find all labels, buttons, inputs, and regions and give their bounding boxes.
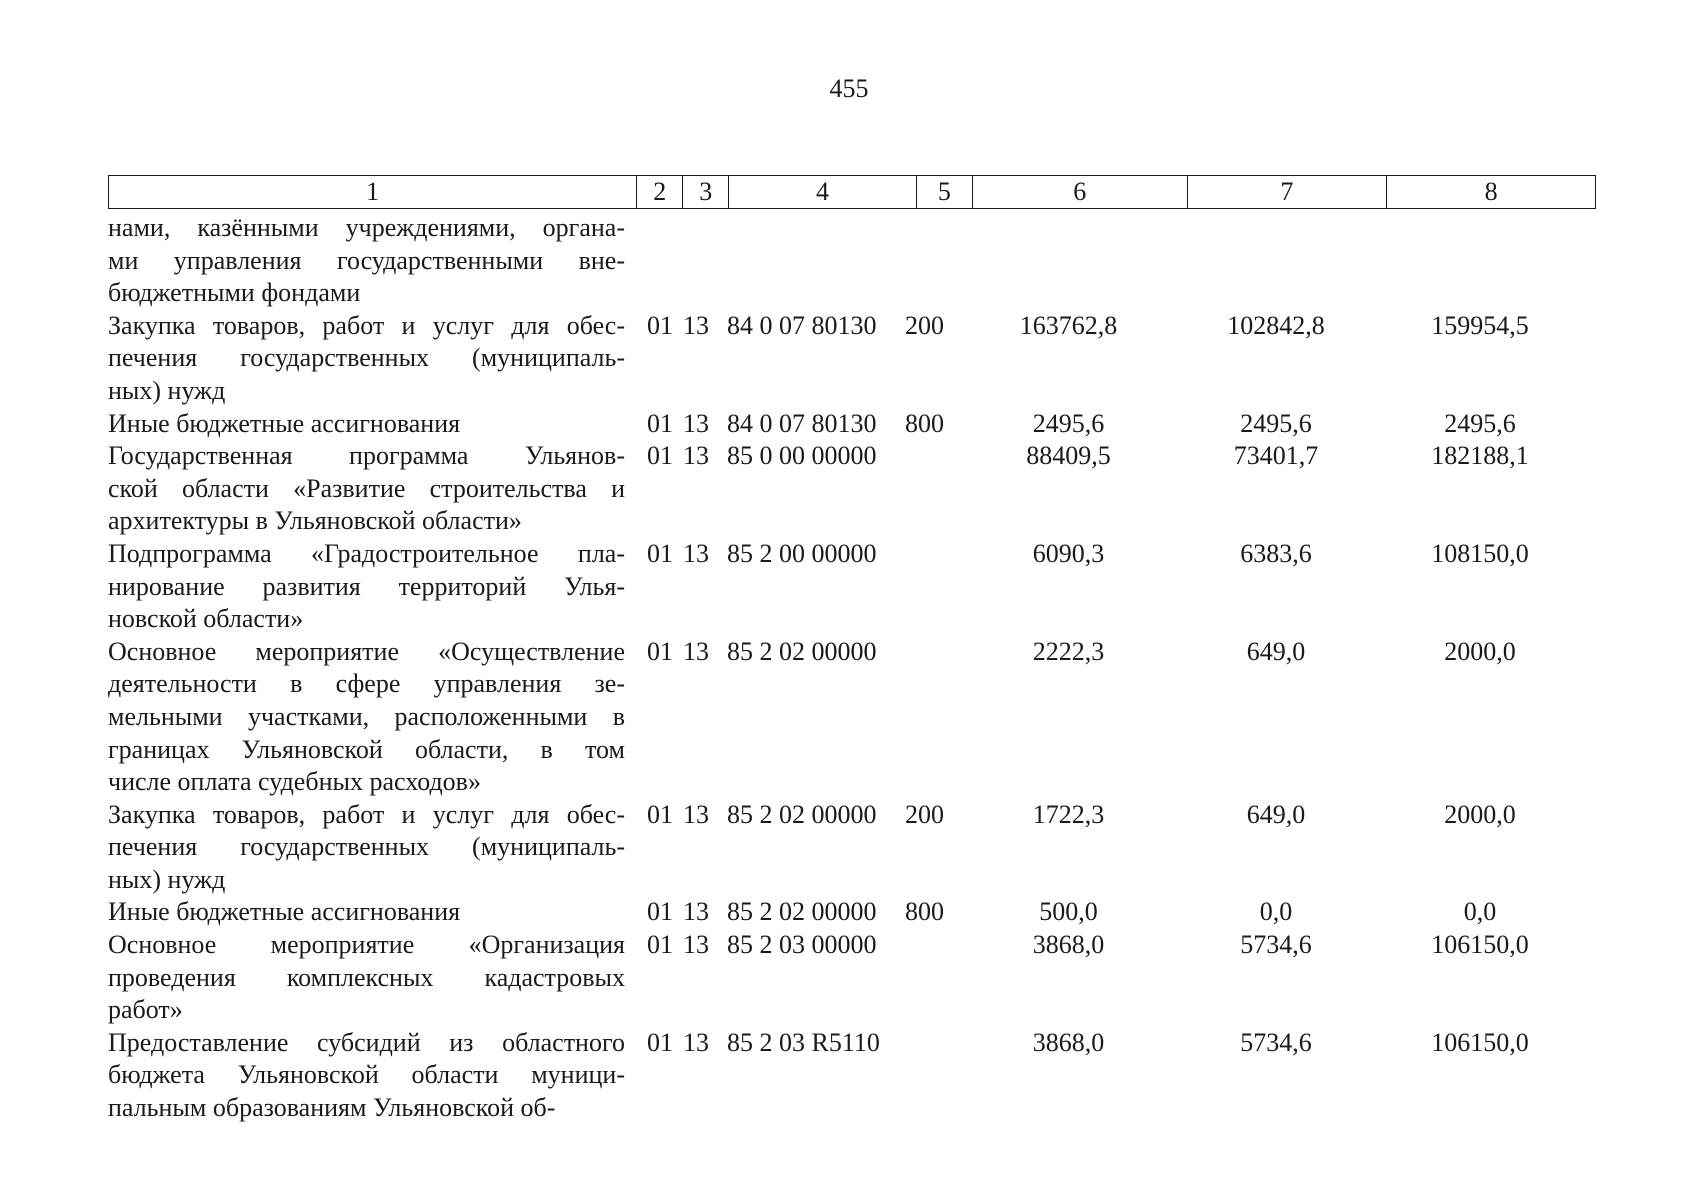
- amount-col-6: 88409,5: [1026, 441, 1111, 471]
- section-code: [625, 212, 671, 310]
- description-line: мельными участками, расположенными в: [108, 701, 625, 731]
- description-line: Основное мероприятие «Осуществление: [108, 636, 625, 666]
- description-line: бюджетными фондами: [108, 278, 361, 308]
- expense-type-code: 800: [905, 408, 944, 438]
- description-line: архитектуры в Ульяновской области»: [108, 506, 522, 536]
- target-article-code: [717, 212, 905, 310]
- amount-col-7: 5734,6: [1240, 1027, 1312, 1057]
- target-article-code: 84 0 07 80130: [727, 310, 877, 340]
- expense-type-code: [905, 929, 961, 1027]
- amount-col-7: 649,0: [1246, 799, 1306, 829]
- description-line: Подпрограмма «Градостроительное пла-: [108, 538, 625, 568]
- target-article-code: 85 2 02 00000: [727, 897, 877, 927]
- amount-col-6: 163762,8: [1019, 310, 1118, 340]
- amount-col-8: 2495,6: [1444, 408, 1516, 438]
- amount-col-6: [961, 212, 1176, 310]
- subsection-code: 13: [683, 799, 709, 829]
- target-article-code: 85 2 03 R5110: [727, 1027, 880, 1057]
- header-col-5: 5: [917, 176, 973, 208]
- description-line: Иные бюджетные ассигнования: [108, 408, 461, 438]
- table-row: [108, 408, 1596, 441]
- row-description: [108, 408, 625, 441]
- subsection-code: 13: [683, 408, 709, 438]
- amount-col-6: 3868,0: [1032, 930, 1105, 960]
- header-col-6: 6: [973, 176, 1188, 208]
- table-row: [108, 636, 1596, 799]
- section-code: 01: [647, 441, 673, 471]
- table-row: [108, 310, 1596, 408]
- description-line: печения государственных (муниципаль-: [108, 343, 625, 373]
- section-code: 01: [647, 1027, 673, 1057]
- amount-col-6: 1722,3: [1032, 799, 1105, 829]
- description-line: печения государственных (муниципаль-: [108, 832, 625, 862]
- row-description: [108, 440, 625, 538]
- description-line: деятельности в сфере управления зе-: [108, 669, 625, 699]
- table-header: [108, 175, 1596, 209]
- amount-col-7: [1176, 212, 1376, 310]
- subsection-code: 13: [683, 1027, 709, 1057]
- row-description: [108, 896, 625, 929]
- header-col-7: 7: [1188, 176, 1388, 208]
- expense-type-code: [905, 636, 961, 799]
- description-line: бюджета Ульяновской области муници-: [108, 1060, 625, 1090]
- subsection-code: 13: [683, 930, 709, 960]
- section-code: 01: [647, 408, 673, 438]
- amount-col-6: 2495,6: [1032, 408, 1105, 438]
- amount-col-7: 2495,6: [1240, 408, 1312, 438]
- description-line: ных) нужд: [108, 864, 226, 894]
- expense-type-code: [905, 440, 961, 538]
- amount-col-6: 6090,3: [1032, 538, 1105, 568]
- header-col-2: 2: [637, 176, 683, 208]
- section-code: 01: [647, 310, 673, 340]
- row-description: [108, 799, 625, 897]
- table-body: [108, 212, 1596, 1125]
- row-description: [108, 929, 625, 1027]
- amount-col-7: 73401,7: [1233, 441, 1319, 471]
- subsection-code: [671, 212, 717, 310]
- row-description: [108, 310, 625, 408]
- target-article-code: 85 0 00 00000: [727, 441, 877, 471]
- amount-col-7: 5734,6: [1240, 930, 1312, 960]
- amount-col-6: 500,0: [1039, 897, 1098, 927]
- amount-col-8: 108150,0: [1431, 538, 1529, 568]
- subsection-code: 13: [683, 441, 709, 471]
- row-description: [108, 1027, 625, 1125]
- table-row: [108, 212, 1596, 310]
- amount-col-8: [1376, 212, 1584, 310]
- amount-col-7: 102842,8: [1227, 310, 1325, 340]
- subsection-code: 13: [683, 636, 709, 666]
- expense-type-code: [905, 538, 961, 636]
- description-line: ных) нужд: [108, 375, 226, 405]
- header-col-8: 8: [1484, 177, 1498, 206]
- table-row: [108, 929, 1596, 1027]
- target-article-code: 85 2 02 00000: [727, 799, 877, 829]
- description-line: числе оплата судебных расходов»: [108, 767, 481, 797]
- expense-type-code: [905, 212, 961, 310]
- amount-col-7: 0,0: [1259, 897, 1293, 927]
- description-line: проведения комплексных кадастровых: [108, 962, 625, 992]
- description-line: Закупка товаров, работ и услуг для обес-: [108, 799, 625, 829]
- header-col-4: 4: [729, 176, 917, 208]
- description-line: границах Ульяновской области, в том: [108, 734, 625, 764]
- description-line: Закупка товаров, работ и услуг для обес-: [108, 310, 625, 340]
- amount-col-8: 106150,0: [1431, 1027, 1529, 1057]
- section-code: 01: [647, 897, 673, 927]
- subsection-code: 13: [683, 897, 709, 927]
- amount-col-6: 3868,0: [1032, 1027, 1105, 1057]
- description-line: Государственная программа Ульянов-: [108, 441, 625, 471]
- amount-col-8: 182188,1: [1431, 441, 1529, 471]
- row-description: [108, 636, 625, 799]
- description-line: работ»: [108, 995, 183, 1025]
- description-line: Предоставление субсидий из областного: [108, 1027, 625, 1057]
- description-line: пальным образованиям Ульяновской об-: [108, 1093, 556, 1123]
- amount-col-8: 0,0: [1463, 897, 1497, 927]
- amount-col-8: 159954,5: [1431, 310, 1529, 340]
- section-code: 01: [647, 636, 673, 666]
- table-row: [108, 1027, 1596, 1125]
- description-line: ской области «Развитие строительства и: [108, 473, 625, 503]
- description-line: нирование развития территорий Улья-: [108, 571, 625, 601]
- page-number: 455: [829, 74, 869, 103]
- amount-col-7: 649,0: [1246, 636, 1306, 666]
- amount-col-7: 6383,6: [1240, 538, 1312, 568]
- subsection-code: 13: [683, 310, 709, 340]
- target-article-code: 85 2 03 00000: [727, 930, 877, 960]
- amount-col-8: 2000,0: [1444, 636, 1516, 666]
- row-description: [108, 212, 625, 310]
- description-line: Основное мероприятие «Организация: [108, 930, 625, 960]
- description-line: Иные бюджетные ассигнования: [108, 897, 461, 927]
- amount-col-8: 106150,0: [1431, 930, 1529, 960]
- description-line: ми управления государственными вне-: [108, 245, 625, 275]
- description-line: нами, казёнными учреждениями, органа-: [108, 213, 625, 242]
- row-description: [108, 538, 625, 636]
- table-row: [108, 799, 1596, 897]
- expense-type-code: 800: [905, 897, 944, 927]
- table-row: [108, 538, 1596, 636]
- target-article-code: 85 2 02 00000: [727, 636, 877, 666]
- description-line: новской области»: [108, 604, 304, 634]
- table-row: [108, 896, 1596, 929]
- subsection-code: 13: [683, 538, 709, 568]
- target-article-code: 85 2 00 00000: [727, 538, 877, 568]
- section-code: 01: [647, 930, 673, 960]
- section-code: 01: [647, 538, 673, 568]
- amount-col-8: 2000,0: [1444, 799, 1516, 829]
- expense-type-code: [905, 1027, 961, 1125]
- section-code: 01: [647, 799, 673, 829]
- header-col-3: 3: [683, 176, 729, 208]
- expense-type-code: 200: [905, 799, 944, 829]
- amount-col-6: 2222,3: [1032, 636, 1105, 666]
- target-article-code: 84 0 07 80130: [727, 408, 877, 438]
- expense-type-code: 200: [905, 310, 944, 340]
- header-col-1: 1: [109, 176, 637, 208]
- table-row: [108, 440, 1596, 538]
